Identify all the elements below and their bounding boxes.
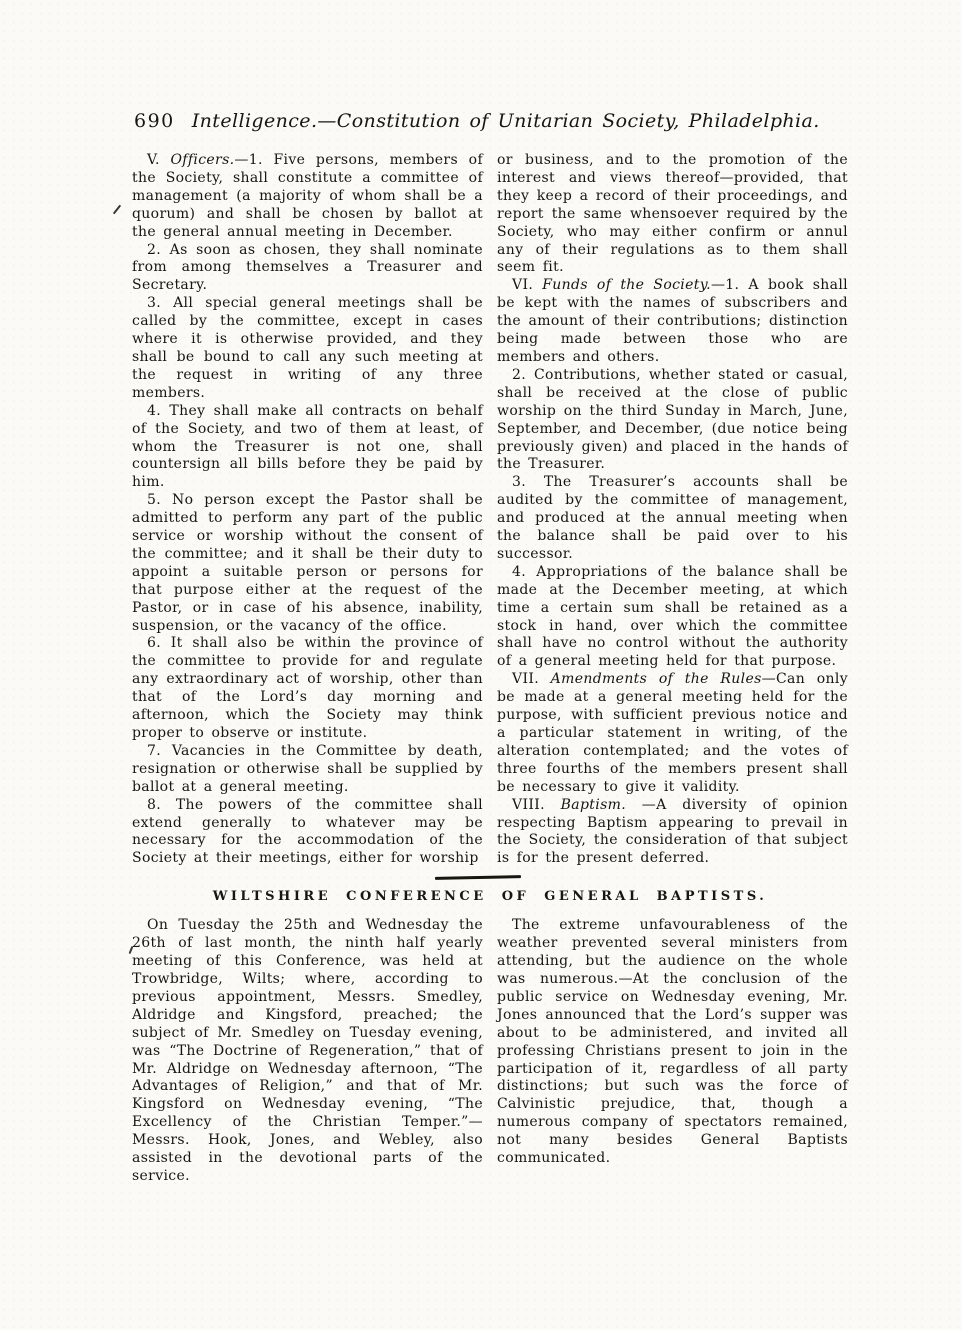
clause-text: 3. The Treasurer’s accounts shall be audited by the committee of management, and produced at the annual meeting when the balance shall be paid over to his successor.: [497, 474, 848, 562]
clause-text: 8. The powers of the committee shall extend generally to whatever may be necessary for the accommodation of the Society at their meetings, either for worship: [132, 796, 483, 867]
paragraph: [132, 403, 483, 493]
clause-text: 5. No person except the Pastor shall be admitted to perform any part of the public service or worship without the consent of the committee; and it shall be their duty to appoint a suitable person or persons for that purpose either at the request of the Pastor, or in case of his absence, inability, suspension, or the vacancy of the office.: [132, 492, 483, 634]
right-column: [497, 917, 848, 1186]
wiltshire-section: [132, 917, 848, 1186]
paragraph: [132, 295, 483, 402]
clause-title: Baptism.: [560, 796, 627, 813]
clause-title: Officers.: [170, 152, 235, 168]
clause-title: Funds of the Society.: [542, 277, 711, 294]
left-column: [132, 917, 483, 1186]
running-header: [134, 110, 846, 132]
clause-number: VII.: [512, 671, 551, 688]
paragraph: [497, 474, 848, 564]
clause-text: 4. Appropriations of the balance shall be made at the December meeting, at which time a certain sum shall be retained as a stock in hand, over which the committee shall have no control without the authority of a general meeting held for that purpose.: [497, 563, 848, 670]
paragraph: [132, 743, 483, 797]
paragraph: [497, 277, 848, 367]
report-text: On Tuesday the 25th and Wednesday the 26th of last month, the ninth half yearly meeting of this Conference, was held at Trowbridge, Wilts; where, according to previous appointment, Messrs. Smedley, Aldridge and Kingsford, preached; the subject of Mr. Smedley on Tuesday evening, was “The Doctrine of Regeneration,” that of Mr. Aldridge on Wednesday afternoon, “The Advantages of Religion,” and that of Mr. Kingsford on Wednesday evening, “The Excellency of the Christian Temper.”—Messrs. Hook, Jones, and Webley, also assisted in the devotional parts of the service.: [132, 917, 483, 1184]
paragraph: [497, 671, 848, 796]
clause-text: —1. A book shall be kept with the names of subscribers and the amount of their contributions; distinction being made between those who are members and others.: [497, 277, 848, 365]
section-divider-rule: [435, 875, 521, 880]
paragraph: [497, 797, 848, 869]
paragraph: [132, 635, 483, 742]
running-title: Intelligence.—Constitution of Unitarian Society, Philadelphia.: [191, 110, 820, 132]
clause-number: VI.: [512, 277, 543, 294]
paragraph: [497, 564, 848, 671]
paragraph: [132, 492, 483, 635]
paragraph: [497, 367, 848, 474]
paragraph: [132, 242, 483, 296]
clause-text: 7. Vacancies in the Committee by death, resignation or otherwise shall be supplied by ballot at a general meeting.: [132, 742, 484, 795]
clause-title: Amendments of the Rules: [550, 671, 762, 688]
clause-number: V.: [147, 152, 171, 168]
section-heading: WILTSHIRE CONFERENCE OF GENERAL BAPTISTS.: [212, 889, 768, 905]
clause-text: 2. Contributions, whether stated or casual, shall be received at the close of public worship on the third Sunday in March, June, September, and December, (due notice being previously given) and placed in the hands of the Treasurer.: [497, 366, 848, 473]
page-content: [132, 110, 848, 1186]
clause-text: or business, and to the promotion of the interest and views thereof—provided, that they keep a record of their proceedings, and report the same whensoever required by the Society, who may either confirm or annul any of their regulations as to them shall seem fit.: [497, 152, 848, 276]
paragraph: [132, 917, 483, 1186]
clause-text: 2. As soon as chosen, they shall nominate from among themselves a Treasurer and Secretary.: [132, 241, 483, 294]
paragraph: [497, 917, 848, 1168]
right-column: [497, 152, 848, 868]
left-column: [132, 152, 483, 868]
clause-number: VIII.: [512, 796, 561, 813]
paragraph: [132, 152, 483, 242]
report-text: The extreme unfavourableness of the weather prevented several ministers from attending, but the audience on the whole was numerous.—At the conclusion of the public service on Wednesday evening, Mr. Jones announced that the Lord’s supper was about to be administered, and invited all professing Christians present to join in the participation of it, regardless of all party distinctions; but such was the force of Calvinistic prejudice, that, though a numerous company of spectators remained, not many besides General Baptists communicated.: [497, 917, 848, 1167]
constitution-section: [132, 152, 848, 868]
clause-text: —1. Five persons, members of the Society, shall constitute a committee of management (a majority of whom shall be a quorum) and shall be chosen by ballot at the general annual meeting in December.: [132, 152, 483, 240]
clause-text: 6. It shall also be within the province of the committee to provide for and regulate any extraordinary act of worship, other than that of the Lord’s day morning and afternoon, which the Society may think proper to observe or institute.: [132, 635, 483, 741]
clause-text: 4. They shall make all contracts on behalf of the Society, and two of them at least, of whom the Treasurer is not one, shall countersign all bills before they be paid by him.: [132, 402, 483, 491]
clause-text: —A diversity of opinion respecting Baptism appearing to prevail in the Society, the consideration of that subject is for the present deferred.: [497, 796, 848, 867]
clause-text: —Can only be made at a general meeting held for the purpose, with sufficient previous notice and a particular statement in writing, of the alteration contemplated; and the votes of three fourths of the members present shall be necessary to give it validity.: [497, 671, 848, 795]
scan-mark: [113, 205, 121, 215]
paragraph: [497, 152, 848, 277]
clause-text: 3. All special general meetings shall be called by the committee, except in cases where it is otherwise provided, and they shall be bound to call any such meeting at the request in writing of any three members.: [132, 295, 483, 401]
paragraph: [132, 797, 483, 869]
page-number: 690: [134, 110, 175, 132]
